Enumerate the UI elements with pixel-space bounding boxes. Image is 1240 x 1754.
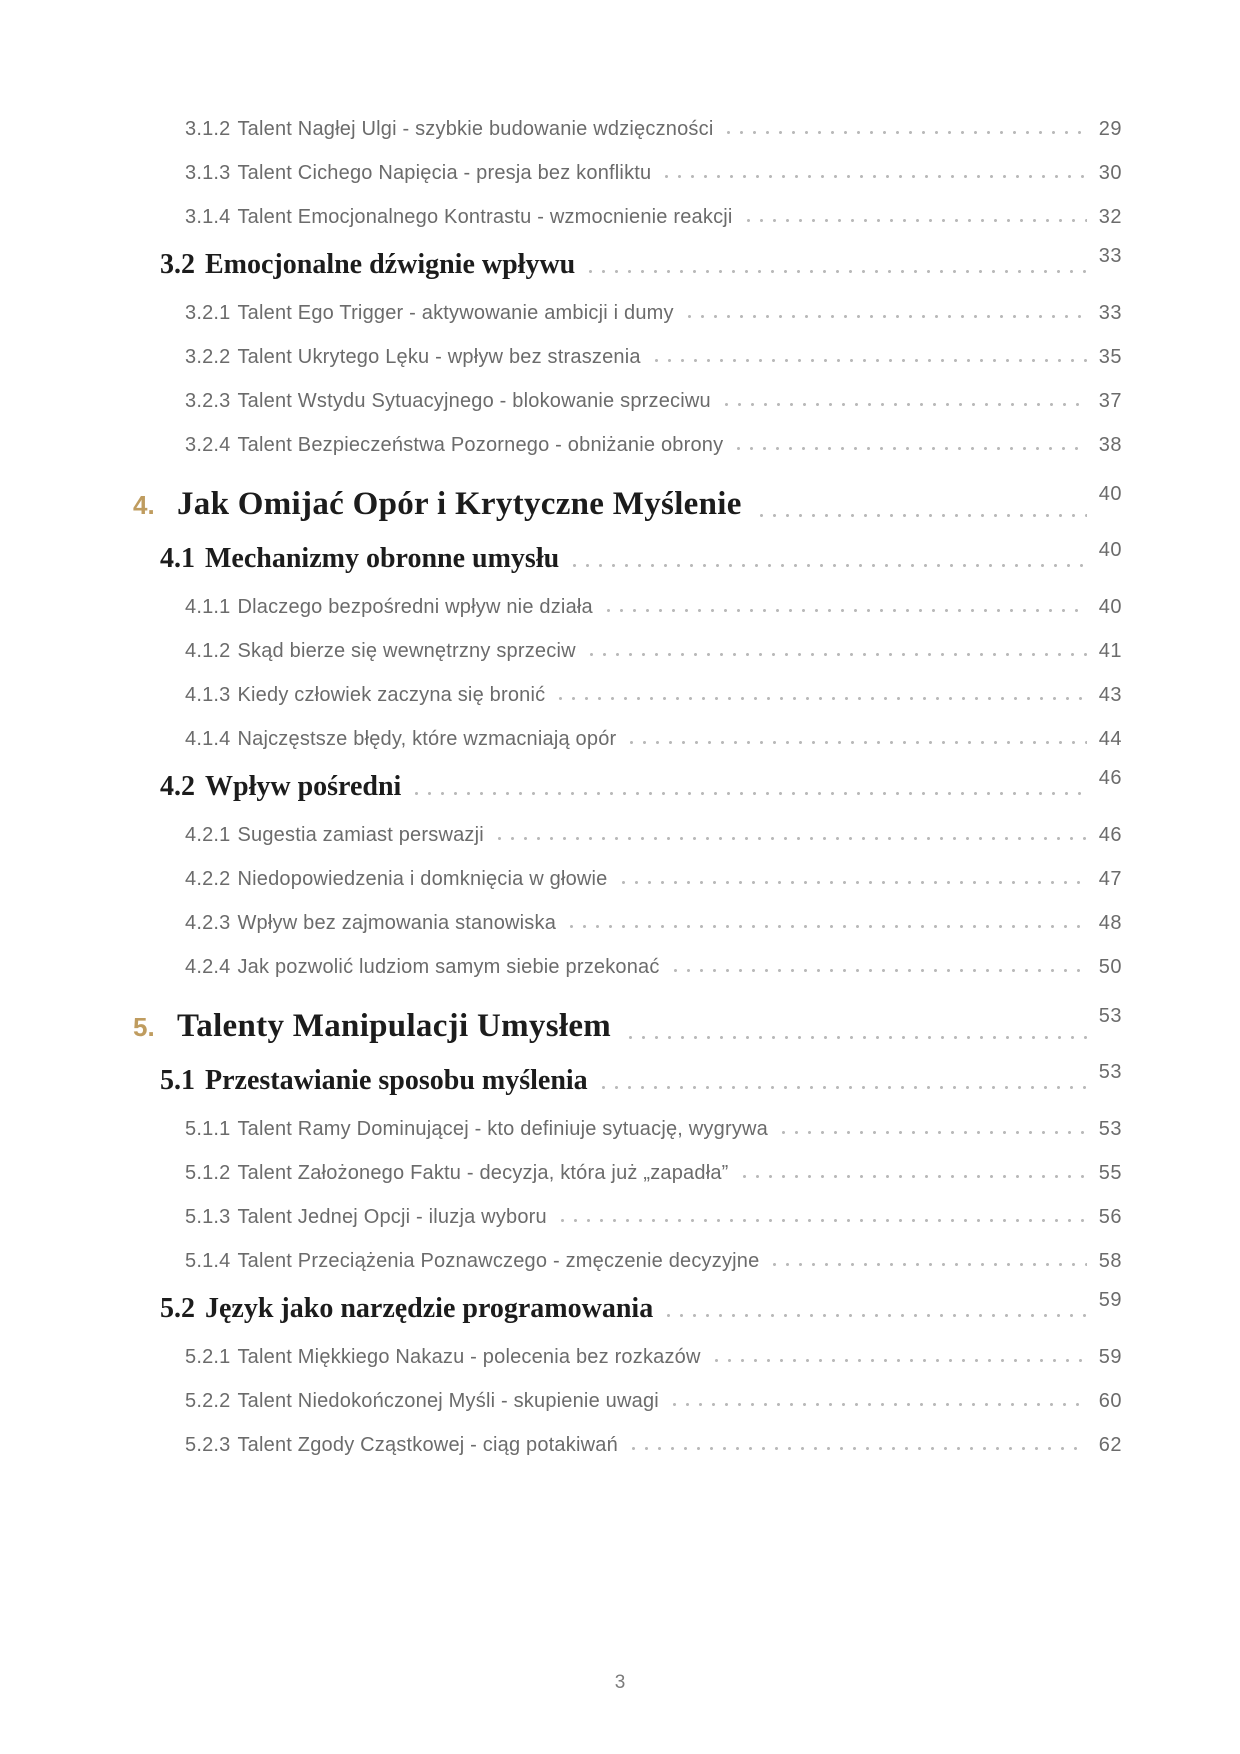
toc-entry-page: 33 bbox=[1098, 245, 1122, 267]
toc-entry-page: 32 bbox=[1098, 206, 1122, 228]
toc-entry-page: 47 bbox=[1098, 868, 1122, 890]
toc-entry-page: 37 bbox=[1098, 390, 1122, 412]
toc-entry-title: Skąd bierze się wewnętrzny sprzeciw bbox=[237, 640, 576, 662]
toc-entry[interactable] bbox=[133, 1141, 1122, 1185]
toc-entry-title: Język jako narzędzie programowania bbox=[205, 1293, 654, 1324]
toc-entry[interactable] bbox=[133, 231, 1122, 281]
toc-entry[interactable] bbox=[133, 465, 1122, 523]
toc-entry-number: 3.2 bbox=[160, 249, 195, 280]
toc-entry-number: 5.1 bbox=[160, 1065, 195, 1096]
toc-entry-title: Przestawianie sposobu myślenia bbox=[205, 1065, 588, 1096]
toc-entry-number: 4.2.2 bbox=[185, 868, 231, 890]
toc-entry-number: 5.1.3 bbox=[185, 1206, 231, 1228]
toc-entry-title: Talent Zgody Cząstkowej - ciąg potakiwań bbox=[237, 1434, 618, 1456]
toc-entry[interactable] bbox=[133, 1275, 1122, 1325]
toc-entry[interactable] bbox=[133, 185, 1122, 229]
toc-entry[interactable] bbox=[133, 935, 1122, 979]
dot-leader bbox=[674, 969, 1087, 972]
dot-leader bbox=[629, 1036, 1087, 1039]
toc-entry-title: Talent Niedokończonej Myśli - skupienie uwagi bbox=[237, 1390, 659, 1412]
toc-entry-page: 53 bbox=[1098, 1061, 1122, 1083]
toc-entry-title: Wpływ bez zajmowania stanowiska bbox=[237, 912, 557, 934]
toc-entry-title: Jak pozwolić ludziom samym siebie przekonać bbox=[237, 956, 660, 978]
toc-entry-title: Kiedy człowiek zaczyna się bronić bbox=[237, 684, 546, 706]
toc-entry-number: 3.2.2 bbox=[185, 346, 231, 368]
toc-entry-title: Talent Bezpieczeństwa Pozornego - obniżanie obrony bbox=[237, 434, 724, 456]
toc-entry-number: 5.1.2 bbox=[185, 1162, 231, 1184]
toc-entry-number: 5.1.1 bbox=[185, 1118, 231, 1140]
toc-entry-number: 3.2.3 bbox=[185, 390, 231, 412]
toc-entry-page: 56 bbox=[1098, 1206, 1122, 1228]
toc-entry[interactable] bbox=[133, 281, 1122, 325]
dot-leader bbox=[667, 1314, 1087, 1317]
toc-entry-page: 62 bbox=[1098, 1434, 1122, 1456]
toc-entry-number: 3.1.2 bbox=[185, 118, 231, 140]
toc-entry-title: Talent Ramy Dominującej - kto definiuje sytuację, wygrywa bbox=[237, 1118, 768, 1140]
toc-entry-page: 50 bbox=[1098, 956, 1122, 978]
toc-entry-page: 40 bbox=[1098, 483, 1122, 505]
toc-entry[interactable] bbox=[133, 575, 1122, 619]
dot-leader bbox=[782, 1131, 1087, 1134]
dot-leader bbox=[415, 792, 1086, 795]
dot-leader bbox=[589, 270, 1087, 273]
toc-entry-page: 43 bbox=[1098, 684, 1122, 706]
toc-entry[interactable] bbox=[133, 1229, 1122, 1273]
toc-entry-page: 44 bbox=[1098, 728, 1122, 750]
dot-leader bbox=[760, 514, 1087, 517]
toc-entry-title: Talent Ego Trigger - aktywowanie ambicji i dumy bbox=[237, 302, 674, 324]
toc-entry-page: 30 bbox=[1098, 162, 1122, 184]
toc-entry-page: 33 bbox=[1098, 302, 1122, 324]
dot-leader bbox=[622, 881, 1087, 884]
toc-entry[interactable] bbox=[133, 1369, 1122, 1413]
toc-entry-page: 35 bbox=[1098, 346, 1122, 368]
dot-leader bbox=[655, 359, 1087, 362]
toc-entry-title: Talent Cichego Napięcia - presja bez konfliktu bbox=[237, 162, 652, 184]
toc-entry-number: 5.2.3 bbox=[185, 1434, 231, 1456]
toc-entry-number: 4.2.1 bbox=[185, 824, 231, 846]
dot-leader bbox=[498, 837, 1087, 840]
dot-leader bbox=[673, 1403, 1087, 1406]
dot-leader bbox=[561, 1219, 1087, 1222]
toc-entry[interactable] bbox=[133, 987, 1122, 1045]
toc-entry-number: 5.2.1 bbox=[185, 1346, 231, 1368]
toc-entry-page: 46 bbox=[1098, 824, 1122, 846]
dot-leader bbox=[773, 1263, 1086, 1266]
toc-entry-number: 3.1.4 bbox=[185, 206, 231, 228]
toc-entry[interactable] bbox=[133, 369, 1122, 413]
toc-entry-number: 4.1.1 bbox=[185, 596, 231, 618]
toc-entry[interactable] bbox=[133, 619, 1122, 663]
toc-entry-page: 48 bbox=[1098, 912, 1122, 934]
toc-entry-number: 4.2.4 bbox=[185, 956, 231, 978]
toc-entry-title: Jak Omijać Opór i Krytyczne Myślenie bbox=[177, 486, 742, 522]
toc-entry-number: 4.2.3 bbox=[185, 912, 231, 934]
toc-entry-number: 5. bbox=[133, 1012, 155, 1042]
toc-entry[interactable] bbox=[133, 1325, 1122, 1369]
toc-entry-number: 3.2.4 bbox=[185, 434, 231, 456]
toc-entry[interactable] bbox=[133, 97, 1122, 141]
toc-entry-number: 5.2 bbox=[160, 1293, 195, 1324]
toc-entry-page: 40 bbox=[1098, 596, 1122, 618]
toc-entry-title: Emocjonalne dźwignie wpływu bbox=[205, 249, 576, 280]
toc-entry-page: 53 bbox=[1098, 1118, 1122, 1140]
dot-leader bbox=[737, 447, 1086, 450]
dot-leader bbox=[743, 1175, 1087, 1178]
toc-entry[interactable] bbox=[133, 891, 1122, 935]
dot-leader bbox=[725, 403, 1087, 406]
dot-leader bbox=[570, 925, 1087, 928]
toc-entry-title: Talent Miękkiego Nakazu - polecenia bez rozkazów bbox=[237, 1346, 701, 1368]
toc-entry-page: 29 bbox=[1098, 118, 1122, 140]
toc-entry-page: 40 bbox=[1098, 539, 1122, 561]
toc-entry-number: 5.2.2 bbox=[185, 1390, 231, 1412]
dot-leader bbox=[727, 131, 1086, 134]
toc-entry-title: Talent Założonego Faktu - decyzja, która już „zapadła” bbox=[237, 1162, 729, 1184]
toc-entry-number: 5.1.4 bbox=[185, 1250, 231, 1272]
toc-entry-page: 46 bbox=[1098, 767, 1122, 789]
toc-entry[interactable] bbox=[133, 141, 1122, 185]
toc-entry[interactable] bbox=[133, 1185, 1122, 1229]
dot-leader bbox=[559, 697, 1086, 700]
toc-entry[interactable] bbox=[133, 1097, 1122, 1141]
toc-entry-title: Talent Nagłej Ulgi - szybkie budowanie wdzięczności bbox=[237, 118, 714, 140]
toc-entry-title: Dlaczego bezpośredni wpływ nie działa bbox=[237, 596, 593, 618]
toc-entry-number: 4.1.4 bbox=[185, 728, 231, 750]
toc-entry[interactable] bbox=[133, 1047, 1122, 1097]
toc-entry[interactable] bbox=[133, 803, 1122, 847]
toc-entry[interactable] bbox=[133, 413, 1122, 457]
dot-leader bbox=[747, 219, 1087, 222]
toc-entry[interactable] bbox=[133, 325, 1122, 369]
dot-leader bbox=[665, 175, 1086, 178]
dot-leader bbox=[602, 1086, 1087, 1089]
toc-entry-page: 60 bbox=[1098, 1390, 1122, 1412]
toc-entry-number: 4.1.3 bbox=[185, 684, 231, 706]
toc-entry-page: 41 bbox=[1098, 640, 1122, 662]
toc-entry-title: Talent Emocjonalnego Kontrastu - wzmocnienie reakcji bbox=[237, 206, 733, 228]
dot-leader bbox=[688, 315, 1087, 318]
toc-entry-title: Wpływ pośredni bbox=[205, 771, 402, 802]
dot-leader bbox=[590, 653, 1087, 656]
toc-entry-title: Talent Ukrytego Lęku - wpływ bez straszenia bbox=[237, 346, 641, 368]
toc-entry-title: Talent Jednej Opcji - iluzja wyboru bbox=[237, 1206, 547, 1228]
toc-entry-number: 4. bbox=[133, 490, 155, 520]
toc-entry-page: 59 bbox=[1098, 1346, 1122, 1368]
toc-entry-number: 4.1.2 bbox=[185, 640, 231, 662]
toc-entry-page: 59 bbox=[1098, 1289, 1122, 1311]
toc-entry-page: 53 bbox=[1098, 1005, 1122, 1027]
toc-entry-title: Sugestia zamiast perswazji bbox=[237, 824, 484, 846]
toc-entry-number: 3.2.1 bbox=[185, 302, 231, 324]
toc-entry-title: Niedopowiedzenia i domknięcia w głowie bbox=[237, 868, 608, 890]
toc-entry[interactable] bbox=[133, 753, 1122, 803]
toc-entry-title: Talent Wstydu Sytuacyjnego - blokowanie sprzeciwu bbox=[237, 390, 711, 412]
toc-entry-page: 38 bbox=[1098, 434, 1122, 456]
toc-entry[interactable] bbox=[133, 847, 1122, 891]
toc-list bbox=[133, 97, 1122, 1457]
dot-leader bbox=[715, 1359, 1087, 1362]
toc-entry-number: 3.1.3 bbox=[185, 162, 231, 184]
footer-page-number: 3 bbox=[614, 1672, 626, 1693]
toc-entry-title: Mechanizmy obronne umysłu bbox=[205, 543, 560, 574]
dot-leader bbox=[630, 741, 1086, 744]
dot-leader bbox=[573, 564, 1087, 567]
toc-entry-page: 58 bbox=[1098, 1250, 1122, 1272]
toc-entry-number: 4.2 bbox=[160, 771, 195, 802]
toc-entry[interactable] bbox=[133, 663, 1122, 707]
dot-leader bbox=[632, 1447, 1087, 1450]
dot-leader bbox=[607, 609, 1087, 612]
toc-entry[interactable] bbox=[133, 1413, 1122, 1457]
toc-entry[interactable] bbox=[133, 707, 1122, 751]
toc-entry-page: 55 bbox=[1098, 1162, 1122, 1184]
toc-entry[interactable] bbox=[133, 525, 1122, 575]
toc-entry-title: Najczęstsze błędy, które wzmacniają opór bbox=[237, 728, 617, 750]
toc-entry-number: 4.1 bbox=[160, 543, 195, 574]
toc-entry-title: Talenty Manipulacji Umysłem bbox=[177, 1008, 612, 1044]
toc-entry-title: Talent Przeciążenia Poznawczego - zmęczenie decyzyjne bbox=[237, 1250, 760, 1272]
